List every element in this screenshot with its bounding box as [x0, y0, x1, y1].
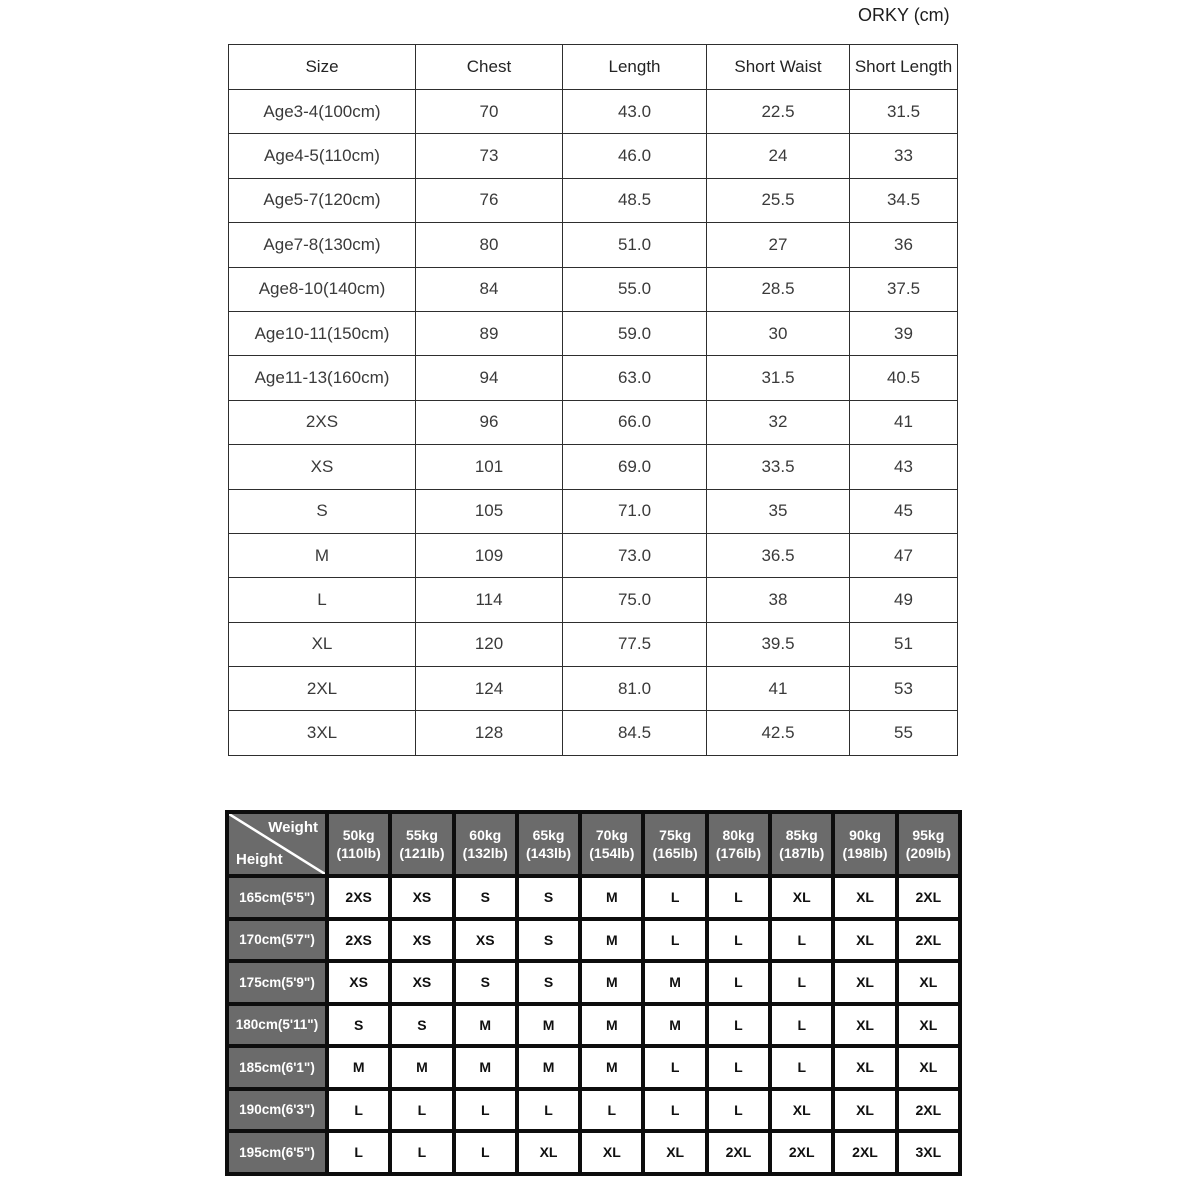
recommended-size-cell: XL [517, 1131, 580, 1174]
weight-column-header [770, 812, 833, 876]
recommended-size-cell: L [517, 1089, 580, 1132]
measurement-cell: 27 [707, 223, 850, 267]
recommended-size-cell: L [454, 1089, 517, 1132]
size-label-cell: Age5-7(120cm) [229, 178, 416, 222]
weight-column-header [833, 812, 896, 876]
weight-kg-label: 75kg [659, 826, 692, 843]
recommended-size-cell: L [643, 876, 706, 919]
table-row [229, 400, 958, 444]
recommended-size-cell: M [327, 1046, 390, 1089]
measurement-cell: 105 [416, 489, 563, 533]
measurement-cell: 43 [850, 445, 958, 489]
weight-column-header [580, 812, 643, 876]
size-label-cell: L [229, 578, 416, 622]
corner-weight-label: Weight [268, 819, 318, 836]
measurement-cell: 69.0 [563, 445, 707, 489]
measurement-cell: 77.5 [563, 622, 707, 666]
table-row [227, 1131, 960, 1174]
measurement-cell: 42.5 [707, 711, 850, 755]
weight-lb-label: (110lb) [336, 845, 381, 861]
size-label-cell: S [229, 489, 416, 533]
chart-units-label: ORKY (cm) [858, 5, 950, 25]
corner-height-label: Height [236, 851, 283, 868]
measurement-cell: 48.5 [563, 178, 707, 222]
size-label-cell: XL [229, 622, 416, 666]
recommended-size-cell: L [770, 1004, 833, 1047]
size-column-header: Size [229, 45, 416, 90]
recommended-size-cell: M [580, 1046, 643, 1089]
weight-lb-label: (209lb) [905, 845, 951, 861]
recommended-size-cell: S [327, 1004, 390, 1047]
measurement-cell: 55 [850, 711, 958, 755]
weight-kg-label: 85kg [785, 826, 818, 843]
measurement-cell: 70 [416, 90, 563, 134]
recommended-size-cell: XL [833, 1046, 896, 1089]
recommended-size-cell: XL [833, 961, 896, 1004]
recommended-size-cell: XL [643, 1131, 706, 1174]
fit-table-header-row [227, 812, 960, 876]
measurement-cell: 114 [416, 578, 563, 622]
measurement-cell: 51.0 [563, 223, 707, 267]
recommended-size-cell: L [643, 919, 706, 962]
recommended-size-cell: L [454, 1131, 517, 1174]
recommended-size-cell: XL [833, 1004, 896, 1047]
recommended-size-cell: M [517, 1046, 580, 1089]
recommended-size-cell: XL [897, 1004, 960, 1047]
measurement-cell: 31.5 [850, 90, 958, 134]
measurement-cell: 33 [850, 134, 958, 178]
measurement-cell: 34.5 [850, 178, 958, 222]
recommended-size-cell: M [643, 1004, 706, 1047]
weight-lb-label: (154lb) [589, 845, 635, 861]
size-label-cell: Age3-4(100cm) [229, 90, 416, 134]
measurement-cell: 32 [707, 400, 850, 444]
recommended-size-cell: M [580, 919, 643, 962]
measurement-cell: 51 [850, 622, 958, 666]
measurement-cell: 59.0 [563, 311, 707, 355]
measurement-cell: 25.5 [707, 178, 850, 222]
measurement-cell: 63.0 [563, 356, 707, 400]
measurement-cell: 96 [416, 400, 563, 444]
weight-height-corner-cell [227, 812, 327, 876]
measurement-cell: 39.5 [707, 622, 850, 666]
recommended-size-cell: 2XL [770, 1131, 833, 1174]
measurement-cell: 89 [416, 311, 563, 355]
weight-lb-label: (176lb) [715, 845, 761, 861]
recommended-size-cell: 2XL [833, 1131, 896, 1174]
recommended-size-cell: S [454, 876, 517, 919]
weight-column-header [327, 812, 390, 876]
table-row [229, 267, 958, 311]
measurement-cell: 24 [707, 134, 850, 178]
size-label-cell: 3XL [229, 711, 416, 755]
height-row-header: 175cm(5'9") [227, 961, 327, 1004]
measurement-cell: 47 [850, 533, 958, 577]
height-row-header: 195cm(6'5") [227, 1131, 327, 1174]
table-row [227, 961, 960, 1004]
weight-column-header [454, 812, 517, 876]
measurement-cell: 45 [850, 489, 958, 533]
recommended-size-cell: L [390, 1131, 453, 1174]
height-row-header: 185cm(6'1") [227, 1046, 327, 1089]
weight-lb-label: (198lb) [842, 845, 888, 861]
size-label-cell: M [229, 533, 416, 577]
recommended-size-cell: 2XS [327, 919, 390, 962]
measurement-cell: 38 [707, 578, 850, 622]
table-row [229, 578, 958, 622]
table-row [229, 489, 958, 533]
measurement-cell: 33.5 [707, 445, 850, 489]
weight-lb-label: (143lb) [525, 845, 572, 861]
table-row [227, 919, 960, 962]
weight-lb-label: (165lb) [652, 845, 698, 861]
table-row [229, 445, 958, 489]
measurement-cell: 37.5 [850, 267, 958, 311]
size-label-cell: 2XS [229, 400, 416, 444]
measurement-cell: 41 [850, 400, 958, 444]
size-label-cell: Age4-5(110cm) [229, 134, 416, 178]
height-row-header: 180cm(5'11") [227, 1004, 327, 1047]
measurement-cell: 76 [416, 178, 563, 222]
recommended-size-cell: XS [390, 961, 453, 1004]
size-column-header: Short Waist [707, 45, 850, 90]
measurement-cell: 53 [850, 667, 958, 711]
recommended-size-cell: XL [897, 961, 960, 1004]
measurement-cell: 101 [416, 445, 563, 489]
weight-lb-label: (121lb) [399, 845, 445, 861]
measurement-cell: 36.5 [707, 533, 850, 577]
measurement-cell: 49 [850, 578, 958, 622]
table-row [229, 622, 958, 666]
table-row [227, 1004, 960, 1047]
measurement-cell: 81.0 [563, 667, 707, 711]
recommended-size-cell: S [517, 919, 580, 962]
table-row [229, 178, 958, 222]
recommended-size-cell: 2XL [897, 919, 960, 962]
measurement-cell: 40.5 [850, 356, 958, 400]
recommended-size-cell: S [454, 961, 517, 1004]
size-label-cell: Age10-11(150cm) [229, 311, 416, 355]
recommended-size-cell: M [454, 1004, 517, 1047]
recommended-size-cell: XL [770, 1089, 833, 1132]
measurement-cell: 46.0 [563, 134, 707, 178]
measurement-cell: 73.0 [563, 533, 707, 577]
recommended-size-cell: L [770, 961, 833, 1004]
size-column-header: Length [563, 45, 707, 90]
weight-column-header [643, 812, 706, 876]
recommended-size-cell: L [390, 1089, 453, 1132]
weight-kg-label: 60kg [469, 826, 502, 843]
measurement-cell: 39 [850, 311, 958, 355]
measurement-cell: 80 [416, 223, 563, 267]
measurement-cell: 124 [416, 667, 563, 711]
weight-lb-label: (187lb) [779, 845, 825, 861]
table-row [229, 311, 958, 355]
table-row [229, 223, 958, 267]
recommended-size-cell: XS [390, 876, 453, 919]
size-label-cell: Age7-8(130cm) [229, 223, 416, 267]
weight-kg-label: 70kg [595, 826, 628, 843]
recommended-size-cell: L [707, 1046, 770, 1089]
recommended-size-cell: L [643, 1046, 706, 1089]
measurement-cell: 41 [707, 667, 850, 711]
measurement-cell: 75.0 [563, 578, 707, 622]
table-row [229, 533, 958, 577]
size-label-cell: XS [229, 445, 416, 489]
recommended-size-cell: XS [454, 919, 517, 962]
measurement-cell: 31.5 [707, 356, 850, 400]
recommended-size-cell: L [707, 1004, 770, 1047]
recommended-size-cell: M [580, 961, 643, 1004]
size-label-cell: Age8-10(140cm) [229, 267, 416, 311]
recommended-size-cell: 2XL [897, 876, 960, 919]
table-row [229, 667, 958, 711]
recommended-size-cell: M [517, 1004, 580, 1047]
height-row-header: 170cm(5'7") [227, 919, 327, 962]
recommended-size-cell: M [643, 961, 706, 1004]
recommended-size-cell: 2XS [327, 876, 390, 919]
measurement-cell: 84.5 [563, 711, 707, 755]
measurement-cell: 94 [416, 356, 563, 400]
weight-kg-label: 65kg [532, 826, 565, 843]
table-row [229, 90, 958, 134]
table-row [229, 356, 958, 400]
recommended-size-cell: XS [327, 961, 390, 1004]
recommended-size-cell: L [770, 1046, 833, 1089]
recommended-size-cell: L [707, 1089, 770, 1132]
recommended-size-cell: M [580, 1004, 643, 1047]
measurement-cell: 55.0 [563, 267, 707, 311]
recommended-size-cell: XL [833, 1089, 896, 1132]
size-label-cell: 2XL [229, 667, 416, 711]
size-label-cell: Age11-13(160cm) [229, 356, 416, 400]
measurement-cell: 71.0 [563, 489, 707, 533]
weight-kg-label: 90kg [849, 826, 881, 843]
table-row [227, 1089, 960, 1132]
recommended-size-cell: L [770, 919, 833, 962]
weight-kg-label: 80kg [722, 826, 755, 843]
recommended-size-cell: 2XL [897, 1089, 960, 1132]
recommended-size-cell: XL [833, 876, 896, 919]
table-row [229, 711, 958, 755]
table-row [227, 1046, 960, 1089]
measurement-cell: 84 [416, 267, 563, 311]
measurement-cell: 109 [416, 533, 563, 577]
recommended-size-cell: XL [833, 919, 896, 962]
recommended-size-cell: S [517, 876, 580, 919]
measurement-cell: 73 [416, 134, 563, 178]
size-column-header: Chest [416, 45, 563, 90]
weight-column-header [897, 812, 960, 876]
recommended-size-cell: XS [390, 919, 453, 962]
measurement-cell: 28.5 [707, 267, 850, 311]
weight-kg-label: 55kg [405, 826, 438, 843]
recommended-size-cell: L [707, 961, 770, 1004]
recommended-size-cell: L [327, 1131, 390, 1174]
size-table-header-row [229, 45, 958, 90]
recommended-size-cell: 2XL [707, 1131, 770, 1174]
recommended-size-cell: L [643, 1089, 706, 1132]
measurement-cell: 22.5 [707, 90, 850, 134]
recommended-size-cell: M [580, 876, 643, 919]
height-row-header: 165cm(5'5") [227, 876, 327, 919]
recommended-size-cell: S [517, 961, 580, 1004]
height-weight-size-table [225, 810, 962, 1176]
measurement-cell: 30 [707, 311, 850, 355]
recommended-size-cell: XL [580, 1131, 643, 1174]
recommended-size-cell: XL [897, 1046, 960, 1089]
recommended-size-cell: 3XL [897, 1131, 960, 1174]
measurement-cell: 36 [850, 223, 958, 267]
measurement-cell: 35 [707, 489, 850, 533]
recommended-size-cell: L [580, 1089, 643, 1132]
size-column-header: Short Length [850, 45, 958, 90]
recommended-size-cell: L [707, 919, 770, 962]
table-row [227, 876, 960, 919]
recommended-size-cell: M [454, 1046, 517, 1089]
recommended-size-cell: L [707, 876, 770, 919]
weight-column-header [517, 812, 580, 876]
recommended-size-cell: L [327, 1089, 390, 1132]
weight-column-header [390, 812, 453, 876]
measurement-cell: 128 [416, 711, 563, 755]
size-measurements-table [228, 44, 958, 756]
weight-kg-label: 95kg [912, 826, 945, 843]
height-row-header: 190cm(6'3") [227, 1089, 327, 1132]
recommended-size-cell: S [390, 1004, 453, 1047]
measurement-cell: 66.0 [563, 400, 707, 444]
weight-column-header [707, 812, 770, 876]
measurement-cell: 120 [416, 622, 563, 666]
recommended-size-cell: M [390, 1046, 453, 1089]
table-row [229, 134, 958, 178]
weight-lb-label: (132lb) [462, 845, 508, 861]
measurement-cell: 43.0 [563, 90, 707, 134]
weight-kg-label: 50kg [342, 826, 375, 843]
recommended-size-cell: XL [770, 876, 833, 919]
